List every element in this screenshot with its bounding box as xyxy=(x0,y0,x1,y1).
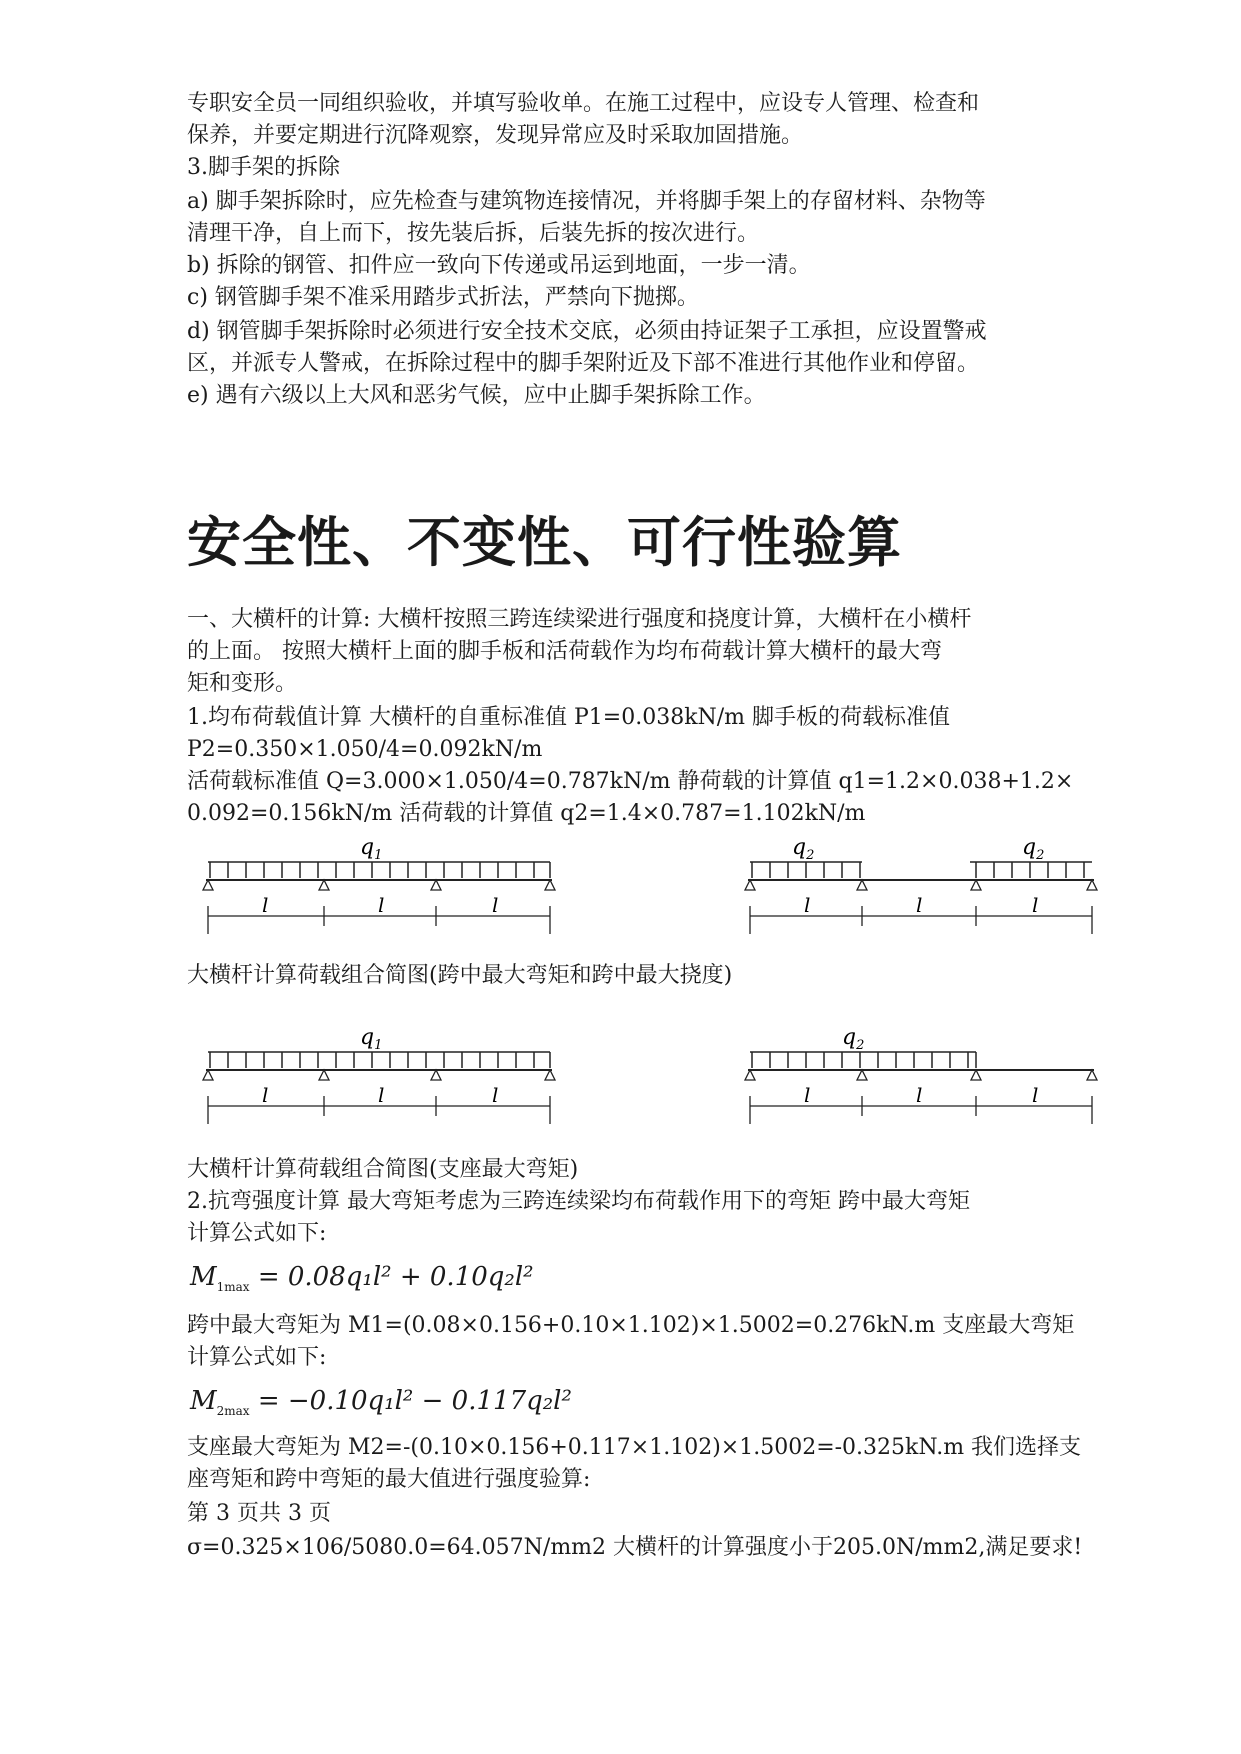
span-label: l xyxy=(262,893,269,917)
load-arrows xyxy=(210,1052,550,1068)
beam-diagram-q1-support-max xyxy=(200,1024,560,1134)
formula-midspan-moment: $M_{1max} = 0.08q_1l^2 + 0.10q_2l^2$ xyxy=(190,1262,534,1295)
span-label: l xyxy=(804,1083,811,1107)
span-label: l xyxy=(262,1083,269,1107)
span-label: l xyxy=(378,893,385,917)
span-label: l xyxy=(916,893,923,917)
text-line: 保养，并要定期进行沉降观察，发现异常应及时采取加固措施。 xyxy=(187,123,804,148)
load-label-q2: $q_2$ xyxy=(792,835,815,863)
span-label: l xyxy=(492,1083,499,1107)
text-line: 2.抗弯强度计算 最大弯矩考虑为三跨连续梁均布荷载作用下的弯矩 跨中最大弯矩 xyxy=(187,1189,970,1214)
text-line: 1.均布荷载值计算 大横杆的自重标准值 P1=0.038kN/m 脚手板的荷载标准值 xyxy=(187,705,951,730)
text-line: e) 遇有六级以上大风和恶劣气候，应中止脚手架拆除工作。 xyxy=(187,383,766,408)
section-title: 3.脚手架的拆除 xyxy=(187,155,340,180)
text-line: 支座最大弯矩为 M2=-(0.10×0.156+0.117×1.102)×1.5002=-0.325kN.m 我们选择支 xyxy=(187,1435,1082,1460)
page-heading: 安全性、不变性、可行性验算 xyxy=(187,511,902,574)
supports xyxy=(203,1070,555,1080)
span-label: l xyxy=(492,893,499,917)
load-arrows xyxy=(750,1052,976,1068)
formula-support-moment: $M_{2max} = -0.10q_1l^2 - 0.117q_2l^2$ xyxy=(190,1386,572,1419)
text-line: 的上面。 按照大横杆上面的脚手板和活荷载作为均布荷载计算大横杆的最大弯 xyxy=(187,639,942,664)
text-line: σ=0.325×106/5080.0=64.057N/mm2 大横杆的计算强度小于205.0N/mm2,满足要求! xyxy=(187,1535,1083,1560)
text-line: 计算公式如下: xyxy=(187,1221,327,1246)
beam-diagram-q1-span-max xyxy=(200,834,560,944)
supports xyxy=(745,1070,1097,1080)
beam-diagram-q2-alternate-spans xyxy=(742,834,1102,944)
load-label-q1: $q_1$ xyxy=(360,1025,383,1053)
page-number: 第 3 页共 3 页 xyxy=(187,1501,331,1526)
load-arrows xyxy=(210,862,550,878)
span-label: l xyxy=(804,893,811,917)
text-line: 跨中最大弯矩为 M1=(0.08×0.156+0.10×1.102)×1.5002=0.276kN.m 支座最大弯矩 xyxy=(187,1313,1075,1338)
load-arrows xyxy=(750,862,1092,878)
load-label-q1: $q_1$ xyxy=(360,835,383,863)
text-line: 计算公式如下: xyxy=(187,1345,327,1370)
text-line: 座弯矩和跨中弯矩的最大值进行强度验算: xyxy=(187,1467,591,1492)
text-line: 矩和变形。 xyxy=(187,671,298,696)
supports xyxy=(745,880,1097,890)
load-label-q2: $q_2$ xyxy=(1022,835,1045,863)
text-line: d) 钢管脚手架拆除时必须进行安全技术交底，必须由持证架子工承担，应设置警戒 xyxy=(187,319,987,344)
text-line: 活荷载标准值 Q=3.000×1.050/4=0.787kN/m 静荷载的计算值 q1=1.2×0.038+1.2× xyxy=(187,769,1074,794)
supports xyxy=(203,880,555,890)
span-label: l xyxy=(378,1083,385,1107)
text-line: 专职安全员一同组织验收，并填写验收单。在施工过程中，应设专人管理、检查和 xyxy=(187,91,980,116)
text-line: b) 拆除的钢管、扣件应一致向下传递或吊运到地面，一步一清。 xyxy=(187,253,811,278)
span-label: l xyxy=(1032,893,1039,917)
text-line: 0.092=0.156kN/m 活荷载的计算值 q2=1.4×0.787=1.102kN/m xyxy=(187,801,866,826)
span-label: l xyxy=(916,1083,923,1107)
load-label-q2: $q_2$ xyxy=(842,1025,865,1053)
text-line: 一、大横杆的计算: 大横杆按照三跨连续梁进行强度和挠度计算，大横杆在小横杆 xyxy=(187,607,972,632)
text-line: 清理干净，自上而下，按先装后拆，后装先拆的按次进行。 xyxy=(187,221,760,246)
text-line: P2=0.350×1.050/4=0.092kN/m xyxy=(187,737,543,762)
text-line: 区，并派专人警戒，在拆除过程中的脚手架附近及下部不准进行其他作业和停留。 xyxy=(187,351,980,376)
beam-diagram-q2-two-spans xyxy=(742,1024,1102,1134)
figure-caption: 大横杆计算荷载组合简图(支座最大弯矩) xyxy=(187,1157,579,1182)
text-line: c) 钢管脚手架不准采用踏步式折法，严禁向下抛掷。 xyxy=(187,285,699,310)
text-line: a) 脚手架拆除时，应先检查与建筑物连接情况，并将脚手架上的存留材料、杂物等 xyxy=(187,189,986,214)
span-label: l xyxy=(1032,1083,1039,1107)
figure-caption: 大横杆计算荷载组合简图(跨中最大弯矩和跨中最大挠度) xyxy=(187,963,733,988)
